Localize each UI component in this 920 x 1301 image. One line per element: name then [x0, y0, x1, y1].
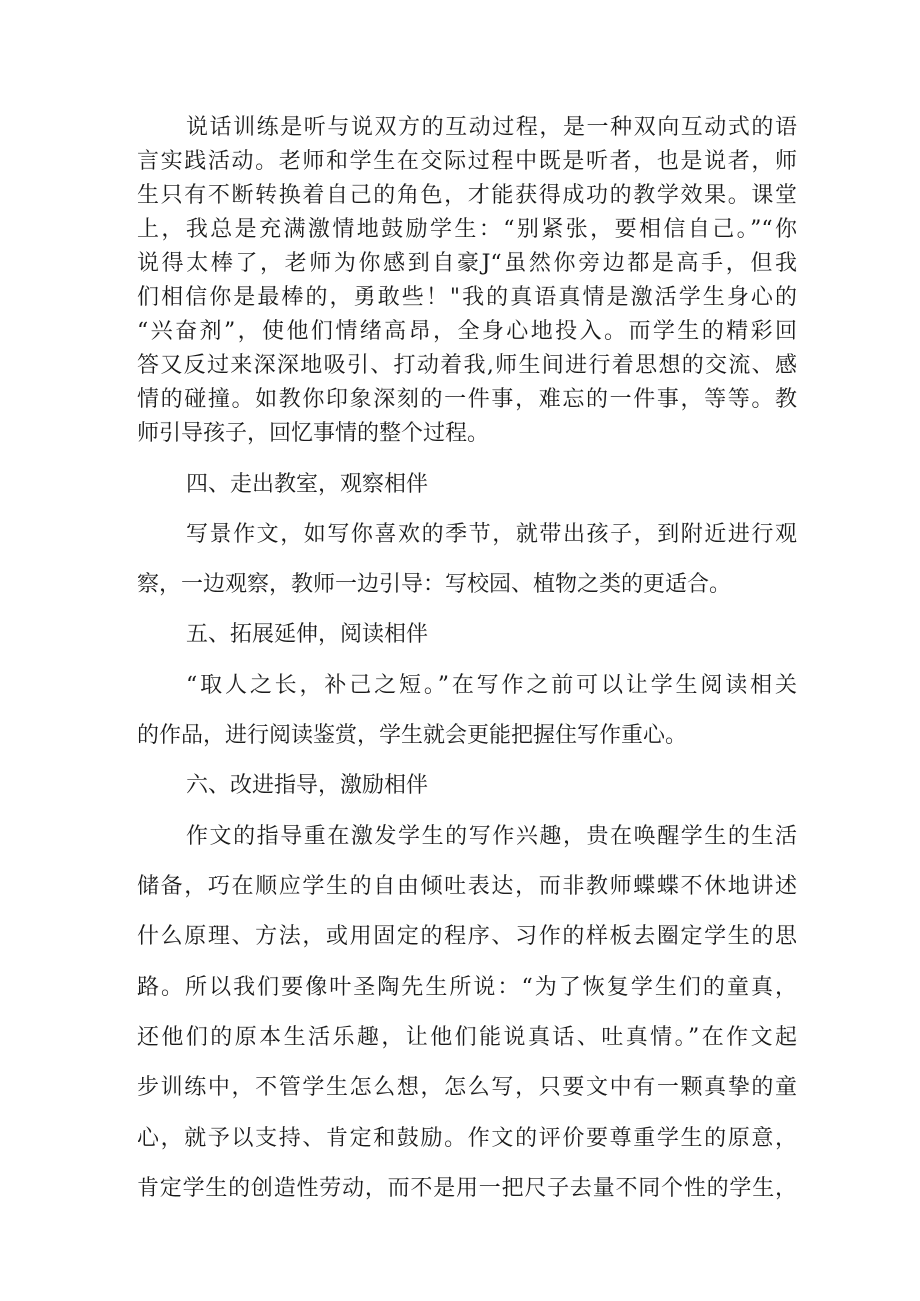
section-heading-6: 六、改进指导，激励相伴: [186, 773, 429, 798]
paragraph-5-line-1: “取人之长，补己之短。”在写作之前可以让学生阅读相关: [186, 673, 797, 698]
paragraph-5-line-2: 的作品，进行阅读鉴赏，学生就会更能把握住写作重心。: [137, 723, 688, 748]
paragraph-6-line-4: 路。所以我们要像叶圣陶先生所说：“为了恢复学生们的童真，: [137, 975, 797, 1000]
paragraph-6-line-5: 还他们的原本生活乐趣，让他们能说真话、吐真情。”在作文起: [137, 1025, 797, 1050]
paragraph-6-line-8: 肯定学生的创造性劳动，而不是用一把尺子去量不同个性的学生，: [137, 1176, 797, 1201]
paragraph-1-line-9: 情的碰撞。如教你印象深刻的一件事，难忘的一件事，等等。教: [137, 387, 797, 412]
paragraph-1-line-10: 师引导孩子，回忆事情的整个过程。: [137, 421, 490, 446]
paragraph-1-line-3: 生只有不断转换着自己的角色，才能获得成功的教学效果。课堂: [137, 183, 797, 208]
section-heading-5: 五、拓展延伸，阅读相伴: [186, 622, 429, 647]
paragraph-6-line-7: 心，就予以支持、肯定和鼓励。作文的评价要尊重学生的原意，: [137, 1126, 797, 1151]
paragraph-1-line-8: 答又反过来深深地吸引、打动着我,师生间进行着思想的交流、感: [137, 353, 797, 378]
paragraph-1-line-5: 说得太棒了，老师为你感到自豪J“虽然你旁边都是高手，但我: [137, 251, 797, 276]
paragraph-6-line-2: 储备，巧在顺应学生的自由倾吐表达，而非教师蝶蝶不休地讲述: [137, 874, 797, 899]
section-heading-4: 四、走出教室，观察相伴: [186, 472, 429, 497]
paragraph-1-line-4: 上，我总是充满激情地鼓励学生：“别紧张，要相信自己。”“你: [137, 217, 797, 242]
paragraph-6-line-3: 什么原理、方法，或用固定的程序、习作的样板去圈定学生的思: [137, 924, 797, 949]
paragraph-1-line-2: 言实践活动。老师和学生在交际过程中既是听者，也是说者，师: [137, 149, 797, 174]
paragraph-4-line-2: 察，一边观察，教师一边引导：写校园、植物之类的更适合。: [137, 572, 732, 597]
paragraph-4-line-1: 写景作文，如写你喜欢的季节，就带出孩子，到附近进行观: [186, 522, 797, 547]
paragraph-6-line-6: 步训练中，不管学生怎么想，怎么写，只要文中有一颗真挚的童: [137, 1075, 797, 1100]
paragraph-1-line-1: 说话训练是听与说双方的互动过程，是一种双向互动式的语: [186, 115, 797, 140]
paragraph-1-line-7: “兴奋剂”，使他们情绪高昂，全身心地投入。而学生的精彩回: [137, 319, 797, 344]
paragraph-6-line-1: 作文的指导重在激发学生的写作兴趣，贵在唤醒学生的生活: [186, 824, 797, 849]
paragraph-1-line-6: 们相信你是最棒的，勇敢些！"我的真语真情是激活学生身心的: [137, 285, 797, 310]
